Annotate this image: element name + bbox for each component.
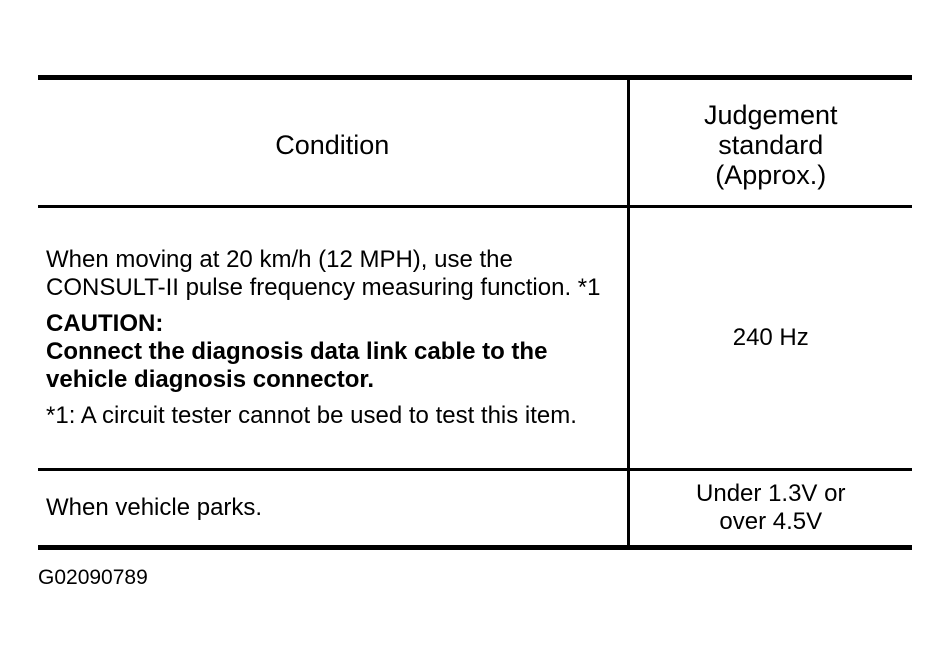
caution-text: Connect the diagnosis data link cable to the vehicle diagnosis connector. [46, 338, 548, 393]
table-row [38, 207, 912, 470]
caution-title: CAUTION: [46, 310, 164, 337]
judgement-standard-table [38, 75, 912, 550]
condition-header: Condition [38, 78, 628, 207]
judgement-value: 240 Hz [628, 207, 912, 470]
header-row [38, 78, 912, 207]
judgement-value: Under 1.3V or over 4.5V [628, 470, 912, 548]
footnote-text: *1: A circuit tester cannot be used to test this item. [46, 402, 577, 429]
table-row [38, 470, 912, 548]
condition-text: When vehicle parks. [38, 470, 628, 548]
figure-id: G02090789 [38, 566, 148, 589]
condition-cell [38, 207, 628, 470]
condition-text: When moving at 20 km/h (12 MPH), use the CONSULT-II pulse frequency measuring function. *1 [46, 246, 601, 301]
judgement-standard-header: Judgement standard (Approx.) [628, 78, 912, 207]
